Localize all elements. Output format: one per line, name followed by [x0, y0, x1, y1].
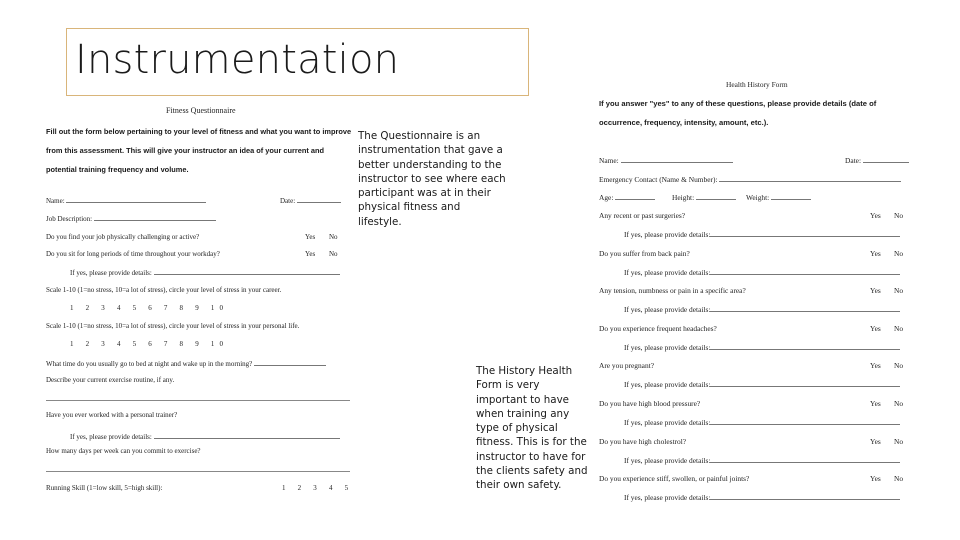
- health-question-yes: Yes: [870, 211, 881, 220]
- health-question-no: No: [894, 249, 904, 258]
- health-emergency-label: Emergency Contact (Name & Number):: [599, 175, 718, 184]
- fitness-trainer-details-label: If yes, please provide details:: [70, 433, 152, 441]
- fitness-questionnaire-image: [40, 100, 352, 500]
- health-details-label: If yes, please provide details:: [624, 380, 711, 389]
- health-question-yes: Yes: [870, 399, 881, 408]
- health-question-yes: Yes: [870, 361, 881, 370]
- fitness-details-label: If yes, please provide details:: [70, 269, 152, 277]
- health-name-field: [599, 155, 733, 165]
- fitness-scale-personal: Scale 1-10 (1=no stress, 10=a lot of stress), circle your level of stress in your personal life.: [46, 322, 300, 330]
- health-details-line: [710, 455, 900, 463]
- health-question-no: No: [894, 437, 904, 446]
- title-box: [66, 28, 529, 96]
- health-question: Do you have high cholestrol?: [599, 437, 687, 446]
- health-question-no: No: [894, 474, 904, 483]
- health-question: Any recent or past surgeries?: [599, 211, 686, 220]
- health-question-no: No: [894, 399, 904, 408]
- health-question-details: [624, 455, 900, 465]
- fitness-trainer-details-line: [154, 431, 340, 439]
- fitness-q1-yes: Yes: [305, 233, 316, 241]
- health-details-label: If yes, please provide details:: [624, 493, 711, 502]
- fitness-form-title: Fitness Questionnaire: [166, 106, 236, 115]
- health-weight-field: [746, 192, 811, 202]
- fitness-job-label: Job Description:: [46, 215, 93, 223]
- health-question-yes: Yes: [870, 437, 881, 446]
- health-details-line: [710, 229, 900, 237]
- fitness-date-line: [297, 195, 341, 203]
- health-question-details: [624, 304, 900, 314]
- fitness-days-line: [46, 471, 350, 472]
- questionnaire-description: The Questionnaire is an instrumentation that gave a better understanding to the instructor to see where each participant was at in their physical fitness and lifestyle.: [358, 130, 506, 228]
- health-details-line: [710, 267, 900, 275]
- health-form-intro: If you answer "yes" to any of these questions, please provide details (date of occurrence, frequency, intensity, amount, etc.).: [599, 99, 877, 127]
- fitness-q-trainer: [46, 411, 177, 419]
- health-name-line: [621, 155, 733, 163]
- fitness-scale-career-numbers: 1 2 3 4 5 6 7 8 9 10: [70, 304, 229, 312]
- fitness-q2-no: No: [329, 250, 338, 258]
- health-question: Do you experience stiff, swollen, or painful joints?: [599, 474, 750, 483]
- health-question-details: [624, 342, 900, 352]
- fitness-date-label: Date:: [280, 197, 296, 205]
- fitness-exercise-line: [46, 400, 350, 401]
- health-details-label: If yes, please provide details:: [624, 305, 711, 314]
- fitness-running-label: Running Skill (1=low skill, 5=high skill):: [46, 484, 163, 492]
- health-history-form-image: [594, 74, 920, 514]
- health-question-no: No: [894, 324, 904, 333]
- fitness-name-label: Name:: [46, 197, 65, 205]
- health-question-yes: Yes: [870, 249, 881, 258]
- health-height-line: [696, 192, 736, 200]
- health-date-line: [863, 155, 909, 163]
- fitness-name-line: [66, 195, 206, 203]
- health-age-label: Age:: [599, 193, 614, 202]
- health-height-label: Height:: [672, 193, 695, 202]
- fitness-name-field: [46, 195, 206, 205]
- fitness-q2: Do you sit for long periods of time throughout your workday?: [46, 250, 220, 258]
- health-date-label: Date:: [845, 156, 862, 165]
- slide-title: Instrumentation: [75, 37, 400, 83]
- fitness-running-numbers: 1 2 3 4 5: [282, 484, 354, 492]
- health-question: Do you experience frequent headaches?: [599, 324, 717, 333]
- health-question-yes: Yes: [870, 324, 881, 333]
- health-emergency-field: [599, 174, 901, 184]
- health-question-yes: Yes: [870, 474, 881, 483]
- health-question-details: [624, 267, 900, 277]
- fitness-q-exercise: Describe your current exercise routine, if any.: [46, 376, 175, 384]
- fitness-q2-details: [70, 267, 340, 277]
- health-question: Any tension, numbness or pain in a specific area?: [599, 286, 746, 295]
- health-question-details: [624, 492, 900, 502]
- health-details-label: If yes, please provide details:: [624, 456, 711, 465]
- fitness-scale-personal-numbers: 1 2 3 4 5 6 7 8 9 10: [70, 340, 229, 348]
- health-details-line: [710, 342, 900, 350]
- health-question-details: [624, 229, 900, 239]
- health-details-line: [710, 304, 900, 312]
- health-question-yes: Yes: [870, 286, 881, 295]
- fitness-q2-yes: Yes: [305, 250, 316, 258]
- health-question: Do you suffer from back pain?: [599, 249, 690, 258]
- health-details-label: If yes, please provide details:: [624, 418, 711, 427]
- health-details-line: [710, 417, 900, 425]
- health-age-field: [599, 192, 655, 202]
- health-weight-line: [771, 192, 811, 200]
- health-emergency-line: [719, 174, 901, 182]
- fitness-q-trainer-text: Have you ever worked with a personal trainer?: [46, 411, 178, 419]
- fitness-form-intro: Fill out the form below pertaining to your level of fitness and what you want to improve from this assessment. This will give your instructor an idea of your current and potential training frequency and volume.: [46, 127, 352, 174]
- health-date-field: [845, 155, 909, 165]
- fitness-q-bed: [46, 358, 326, 368]
- fitness-date-field: [280, 195, 341, 205]
- fitness-q-bed-line: [254, 358, 326, 366]
- health-name-label: Name:: [599, 156, 619, 165]
- health-question-no: No: [894, 361, 904, 370]
- health-question-details: [624, 379, 900, 389]
- health-question: Do you have high blood pressure?: [599, 399, 701, 408]
- fitness-q1: Do you find your job physically challenging or active?: [46, 233, 200, 241]
- health-form-title: Health History Form: [726, 80, 788, 89]
- fitness-job-field: [46, 213, 216, 223]
- health-details-line: [710, 492, 900, 500]
- health-question-no: No: [894, 286, 904, 295]
- fitness-q1-no: No: [329, 233, 338, 241]
- health-details-line: [710, 379, 900, 387]
- health-details-label: If yes, please provide details:: [624, 268, 711, 277]
- health-age-line: [615, 192, 655, 200]
- fitness-scale-career: Scale 1-10 (1=no stress, 10=a lot of stress), circle your level of stress in your career.: [46, 286, 282, 294]
- fitness-details-line: [154, 267, 340, 275]
- fitness-trainer-details: [70, 431, 340, 441]
- health-question-no: No: [894, 211, 904, 220]
- health-details-label: If yes, please provide details:: [624, 343, 711, 352]
- health-question-details: [624, 417, 900, 427]
- health-history-description: The History Health Form is very important to have when training any type of physical fitness. This is for the instructor to have for the clients safety and their own safety.: [476, 365, 588, 492]
- fitness-job-line: [94, 213, 216, 221]
- health-height-field: [672, 192, 736, 202]
- fitness-q-days: How many days per week can you commit to exercise?: [46, 447, 201, 455]
- health-question: Are you pregnant?: [599, 361, 654, 370]
- health-details-label: If yes, please provide details:: [624, 230, 711, 239]
- health-weight-label: Weight:: [746, 193, 770, 202]
- fitness-q-bed-text: What time do you usually go to bed at night and wake up in the morning?: [46, 360, 253, 368]
